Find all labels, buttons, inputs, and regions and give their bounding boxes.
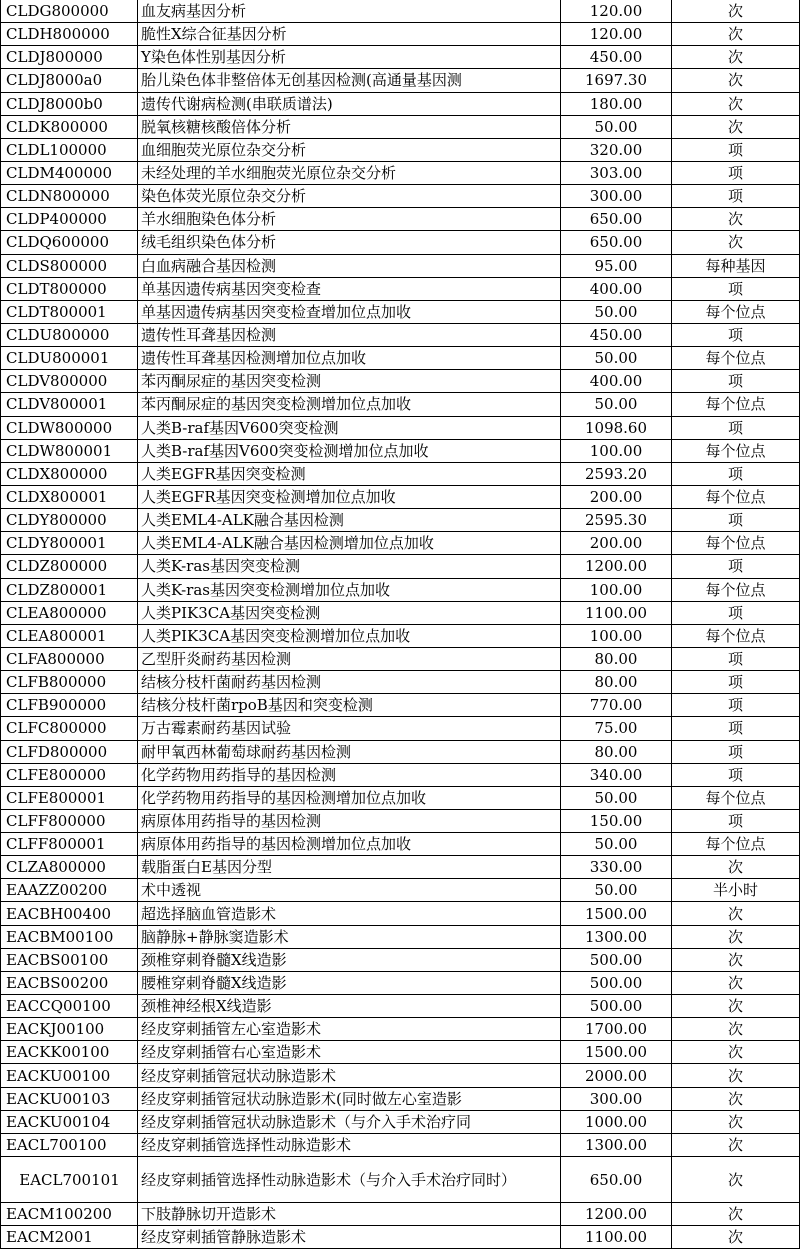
table-row <box>1 647 800 670</box>
item-code: CLDP400000 <box>1 208 138 231</box>
item-code: CLDH800000 <box>1 23 138 46</box>
item-code: EACCQ00100 <box>1 995 138 1018</box>
item-code: CLFD800000 <box>1 740 138 763</box>
item-name: 脑静脉+静脉窦造影术 <box>138 925 561 948</box>
table-row <box>1 69 800 92</box>
table-row <box>1 347 800 370</box>
item-price: 100.00 <box>561 439 672 462</box>
item-code: CLDU800001 <box>1 347 138 370</box>
table-row <box>1 254 800 277</box>
item-unit: 次 <box>672 1133 800 1156</box>
table-row <box>1 856 800 879</box>
table-row <box>1 555 800 578</box>
item-code: CLFF800000 <box>1 809 138 832</box>
item-code: CLEA800001 <box>1 624 138 647</box>
table-row <box>1 1018 800 1041</box>
item-unit: 次 <box>672 208 800 231</box>
item-code: CLDX800001 <box>1 485 138 508</box>
table-row <box>1 1203 800 1226</box>
table-row <box>1 185 800 208</box>
item-name: 经皮穿刺插管冠状动脉造影术(同时做左心室造影 <box>138 1087 561 1110</box>
item-price: 100.00 <box>561 578 672 601</box>
table-row <box>1 995 800 1018</box>
item-name: 遗传性耳聋基因检测增加位点加收 <box>138 347 561 370</box>
item-price: 1500.00 <box>561 1041 672 1064</box>
item-price: 120.00 <box>561 23 672 46</box>
item-name: 经皮穿刺插管冠状动脉造影术（与介入手术治疗同 <box>138 1110 561 1133</box>
table-row <box>1 23 800 46</box>
item-name: 化学药物用药指导的基因检测增加位点加收 <box>138 786 561 809</box>
item-name: 术中透视 <box>138 879 561 902</box>
item-unit: 每个位点 <box>672 393 800 416</box>
item-unit: 项 <box>672 277 800 300</box>
item-name: 腰椎穿刺脊髓X线造影 <box>138 971 561 994</box>
table-row <box>1 1041 800 1064</box>
item-name: 结核分枝杆菌耐药基因检测 <box>138 671 561 694</box>
item-unit: 次 <box>672 902 800 925</box>
item-code: CLDW800000 <box>1 416 138 439</box>
item-unit: 次 <box>672 1226 800 1249</box>
item-unit: 项 <box>672 694 800 717</box>
item-unit: 次 <box>672 69 800 92</box>
table-row <box>1 578 800 601</box>
item-code: CLFF800001 <box>1 833 138 856</box>
item-unit: 次 <box>672 1087 800 1110</box>
item-code: CLDJ800000 <box>1 46 138 69</box>
item-price: 500.00 <box>561 971 672 994</box>
table-row <box>1 1226 800 1249</box>
item-code: EACKK00100 <box>1 1041 138 1064</box>
item-code: CLZA800000 <box>1 856 138 879</box>
item-name: 人类B-raf基因V600突变检测增加位点加收 <box>138 439 561 462</box>
table-row <box>1 138 800 161</box>
table-row <box>1 370 800 393</box>
item-price: 1700.00 <box>561 1018 672 1041</box>
item-name: 人类EML4-ALK融合基因检测 <box>138 509 561 532</box>
item-name: 未经处理的羊水细胞荧光原位杂交分析 <box>138 161 561 184</box>
item-unit: 每个位点 <box>672 439 800 462</box>
item-price: 200.00 <box>561 532 672 555</box>
fee-table-body <box>1 0 800 1249</box>
item-price: 400.00 <box>561 277 672 300</box>
item-code: CLDY800000 <box>1 509 138 532</box>
item-unit: 项 <box>672 671 800 694</box>
item-price: 100.00 <box>561 624 672 647</box>
item-name: 下肢静脉切开造影术 <box>138 1203 561 1226</box>
item-price: 1000.00 <box>561 1110 672 1133</box>
item-name: 人类EGFR基因突变检测 <box>138 462 561 485</box>
item-code: EACM100200 <box>1 1203 138 1226</box>
item-unit: 次 <box>672 856 800 879</box>
table-row <box>1 1064 800 1087</box>
table-row <box>1 786 800 809</box>
item-price: 50.00 <box>561 833 672 856</box>
item-name: 脆性X综合征基因分析 <box>138 23 561 46</box>
item-name: 人类PIK3CA基因突变检测 <box>138 601 561 624</box>
table-row <box>1 971 800 994</box>
item-code: EACKU00100 <box>1 1064 138 1087</box>
item-code: CLFE800000 <box>1 763 138 786</box>
item-name: 遗传代谢病检测(串联质谱法) <box>138 92 561 115</box>
table-row <box>1 46 800 69</box>
table-row <box>1 509 800 532</box>
item-code: EACBS00100 <box>1 948 138 971</box>
item-unit: 次 <box>672 1203 800 1226</box>
item-code: CLDY800001 <box>1 532 138 555</box>
item-unit: 每个位点 <box>672 833 800 856</box>
item-price: 1098.60 <box>561 416 672 439</box>
item-name: 经皮穿刺插管选择性动脉造影术 <box>138 1133 561 1156</box>
item-price: 650.00 <box>561 208 672 231</box>
item-name: 人类PIK3CA基因突变检测增加位点加收 <box>138 624 561 647</box>
item-price: 50.00 <box>561 786 672 809</box>
item-unit: 次 <box>672 1110 800 1133</box>
item-name: 胎儿染色体非整倍体无创基因检测(高通量基因测 <box>138 69 561 92</box>
item-unit: 项 <box>672 509 800 532</box>
item-unit: 次 <box>672 1041 800 1064</box>
item-price: 50.00 <box>561 347 672 370</box>
table-row <box>1 601 800 624</box>
item-name: 染色体荧光原位杂交分析 <box>138 185 561 208</box>
item-price: 1300.00 <box>561 925 672 948</box>
table-row <box>1 833 800 856</box>
item-unit: 项 <box>672 416 800 439</box>
item-code: CLFC800000 <box>1 717 138 740</box>
table-row <box>1 948 800 971</box>
item-price: 450.00 <box>561 46 672 69</box>
item-code: CLDZ800000 <box>1 555 138 578</box>
table-row <box>1 879 800 902</box>
item-name: 病原体用药指导的基因检测增加位点加收 <box>138 833 561 856</box>
item-price: 80.00 <box>561 740 672 763</box>
item-price: 80.00 <box>561 671 672 694</box>
item-price: 770.00 <box>561 694 672 717</box>
item-unit: 次 <box>672 971 800 994</box>
item-code: CLDS800000 <box>1 254 138 277</box>
item-code: CLDJ8000b0 <box>1 92 138 115</box>
table-row <box>1 624 800 647</box>
item-unit: 项 <box>672 555 800 578</box>
item-code: CLDG800000 <box>1 0 138 23</box>
item-unit: 项 <box>672 370 800 393</box>
item-price: 50.00 <box>561 879 672 902</box>
item-unit: 项 <box>672 601 800 624</box>
table-row <box>1 671 800 694</box>
item-price: 2593.20 <box>561 462 672 485</box>
table-row <box>1 694 800 717</box>
item-price: 300.00 <box>561 185 672 208</box>
item-unit: 次 <box>672 925 800 948</box>
item-unit: 每个位点 <box>672 485 800 508</box>
item-name: 载脂蛋白E基因分型 <box>138 856 561 879</box>
item-name: 血细胞荧光原位杂交分析 <box>138 138 561 161</box>
item-unit: 每个位点 <box>672 300 800 323</box>
item-price: 2595.30 <box>561 509 672 532</box>
item-name: 经皮穿刺插管静脉造影术 <box>138 1226 561 1249</box>
item-code: EACKU00103 <box>1 1087 138 1110</box>
item-code: CLDU800000 <box>1 323 138 346</box>
table-row <box>1 161 800 184</box>
table-row <box>1 416 800 439</box>
item-unit: 次 <box>672 0 800 23</box>
item-unit: 次 <box>672 995 800 1018</box>
item-price: 650.00 <box>561 1157 672 1203</box>
item-name: 人类K-ras基因突变检测增加位点加收 <box>138 578 561 601</box>
item-price: 95.00 <box>561 254 672 277</box>
item-price: 200.00 <box>561 485 672 508</box>
item-unit: 次 <box>672 115 800 138</box>
item-code: CLDN800000 <box>1 185 138 208</box>
item-price: 180.00 <box>561 92 672 115</box>
item-price: 340.00 <box>561 763 672 786</box>
item-code: EAAZZ00200 <box>1 879 138 902</box>
table-row <box>1 0 800 23</box>
item-price: 500.00 <box>561 995 672 1018</box>
item-name: 苯丙酮尿症的基因突变检测增加位点加收 <box>138 393 561 416</box>
table-row <box>1 809 800 832</box>
item-price: 303.00 <box>561 161 672 184</box>
table-row <box>1 532 800 555</box>
item-price: 330.00 <box>561 856 672 879</box>
item-price: 400.00 <box>561 370 672 393</box>
item-price: 1500.00 <box>561 902 672 925</box>
item-name: 病原体用药指导的基因检测 <box>138 809 561 832</box>
item-unit: 每个位点 <box>672 532 800 555</box>
item-code: CLFB800000 <box>1 671 138 694</box>
item-name: Y染色体性别基因分析 <box>138 46 561 69</box>
item-code: CLFA800000 <box>1 647 138 670</box>
item-unit: 项 <box>672 717 800 740</box>
item-name: 单基因遗传病基因突变检查 <box>138 277 561 300</box>
table-row <box>1 323 800 346</box>
item-code: CLDJ8000a0 <box>1 69 138 92</box>
item-unit: 项 <box>672 462 800 485</box>
item-unit: 项 <box>672 138 800 161</box>
item-code: EACBS00200 <box>1 971 138 994</box>
item-unit: 项 <box>672 763 800 786</box>
table-row <box>1 462 800 485</box>
item-code: EACBH00400 <box>1 902 138 925</box>
item-unit: 次 <box>672 948 800 971</box>
item-code: CLDX800000 <box>1 462 138 485</box>
table-row <box>1 1087 800 1110</box>
item-price: 150.00 <box>561 809 672 832</box>
item-price: 1697.30 <box>561 69 672 92</box>
item-price: 320.00 <box>561 138 672 161</box>
item-code: CLDW800001 <box>1 439 138 462</box>
item-code: EACKU00104 <box>1 1110 138 1133</box>
item-price: 650.00 <box>561 231 672 254</box>
item-name: 绒毛组织染色体分析 <box>138 231 561 254</box>
table-row <box>1 277 800 300</box>
item-unit: 项 <box>672 161 800 184</box>
item-name: 遗传性耳聋基因检测 <box>138 323 561 346</box>
item-code: EACL700101 <box>1 1157 138 1203</box>
item-unit: 项 <box>672 323 800 346</box>
item-name: 血友病基因分析 <box>138 0 561 23</box>
item-price: 1300.00 <box>561 1133 672 1156</box>
item-name: 人类K-ras基因突变检测 <box>138 555 561 578</box>
item-unit: 每个位点 <box>672 624 800 647</box>
item-code: CLDV800000 <box>1 370 138 393</box>
item-unit: 次 <box>672 1064 800 1087</box>
item-name: 经皮穿刺插管冠状动脉造影术 <box>138 1064 561 1087</box>
item-code: CLDQ600000 <box>1 231 138 254</box>
item-price: 1200.00 <box>561 555 672 578</box>
item-unit: 每个位点 <box>672 578 800 601</box>
item-name: 人类EGFR基因突变检测增加位点加收 <box>138 485 561 508</box>
item-unit: 次 <box>672 231 800 254</box>
item-price: 2000.00 <box>561 1064 672 1087</box>
item-price: 120.00 <box>561 0 672 23</box>
item-name: 颈椎穿刺脊髓X线造影 <box>138 948 561 971</box>
table-row <box>1 902 800 925</box>
item-price: 1200.00 <box>561 1203 672 1226</box>
item-unit: 每个位点 <box>672 786 800 809</box>
item-code: EACKJ00100 <box>1 1018 138 1041</box>
item-code: CLDV800001 <box>1 393 138 416</box>
item-code: EACM2001 <box>1 1226 138 1249</box>
item-price: 50.00 <box>561 115 672 138</box>
item-code: EACBM00100 <box>1 925 138 948</box>
table-row <box>1 717 800 740</box>
item-price: 80.00 <box>561 647 672 670</box>
item-unit: 次 <box>672 1157 800 1203</box>
item-unit: 次 <box>672 92 800 115</box>
item-code: CLDT800001 <box>1 300 138 323</box>
item-price: 500.00 <box>561 948 672 971</box>
item-code: CLDZ800001 <box>1 578 138 601</box>
item-name: 耐甲氧西林葡萄球耐药基因检测 <box>138 740 561 763</box>
item-code: CLDM400000 <box>1 161 138 184</box>
item-price: 1100.00 <box>561 601 672 624</box>
table-row <box>1 1110 800 1133</box>
item-name: 颈椎神经根X线造影 <box>138 995 561 1018</box>
table-row <box>1 925 800 948</box>
item-name: 万古霉素耐药基因试验 <box>138 717 561 740</box>
table-row <box>1 208 800 231</box>
item-unit: 项 <box>672 809 800 832</box>
item-price: 1100.00 <box>561 1226 672 1249</box>
item-name: 乙型肝炎耐药基因检测 <box>138 647 561 670</box>
item-code: CLFB900000 <box>1 694 138 717</box>
item-price: 75.00 <box>561 717 672 740</box>
item-code: CLDL100000 <box>1 138 138 161</box>
item-unit: 每种基因 <box>672 254 800 277</box>
table-row <box>1 1157 800 1203</box>
item-unit: 半小时 <box>672 879 800 902</box>
item-name: 经皮穿刺插管选择性动脉造影术（与介入手术治疗同时） <box>138 1157 561 1203</box>
item-code: CLDK800000 <box>1 115 138 138</box>
item-unit: 次 <box>672 23 800 46</box>
item-unit: 每个位点 <box>672 347 800 370</box>
item-code: CLFE800001 <box>1 786 138 809</box>
item-unit: 项 <box>672 647 800 670</box>
table-row <box>1 485 800 508</box>
item-unit: 项 <box>672 740 800 763</box>
table-row <box>1 300 800 323</box>
table-row <box>1 740 800 763</box>
table-row <box>1 1133 800 1156</box>
item-code: EACL700100 <box>1 1133 138 1156</box>
table-row <box>1 231 800 254</box>
item-name: 苯丙酮尿症的基因突变检测 <box>138 370 561 393</box>
table-row <box>1 393 800 416</box>
item-name: 白血病融合基因检测 <box>138 254 561 277</box>
item-unit: 次 <box>672 46 800 69</box>
item-name: 化学药物用药指导的基因检测 <box>138 763 561 786</box>
item-name: 脱氧核糖核酸倍体分析 <box>138 115 561 138</box>
table-row <box>1 92 800 115</box>
item-name: 人类B-raf基因V600突变检测 <box>138 416 561 439</box>
item-code: CLEA800000 <box>1 601 138 624</box>
table-row <box>1 763 800 786</box>
item-name: 单基因遗传病基因突变检查增加位点加收 <box>138 300 561 323</box>
item-name: 结核分枝杆菌rpoB基因和突变检测 <box>138 694 561 717</box>
item-price: 50.00 <box>561 393 672 416</box>
item-price: 450.00 <box>561 323 672 346</box>
item-name: 经皮穿刺插管左心室造影术 <box>138 1018 561 1041</box>
item-unit: 项 <box>672 185 800 208</box>
item-name: 羊水细胞染色体分析 <box>138 208 561 231</box>
item-name: 超选择脑血管造影术 <box>138 902 561 925</box>
table-row <box>1 439 800 462</box>
item-price: 300.00 <box>561 1087 672 1110</box>
item-unit: 次 <box>672 1018 800 1041</box>
item-code: CLDT800000 <box>1 277 138 300</box>
item-name: 人类EML4-ALK融合基因检测增加位点加收 <box>138 532 561 555</box>
item-price: 50.00 <box>561 300 672 323</box>
table-row <box>1 115 800 138</box>
item-name: 经皮穿刺插管右心室造影术 <box>138 1041 561 1064</box>
